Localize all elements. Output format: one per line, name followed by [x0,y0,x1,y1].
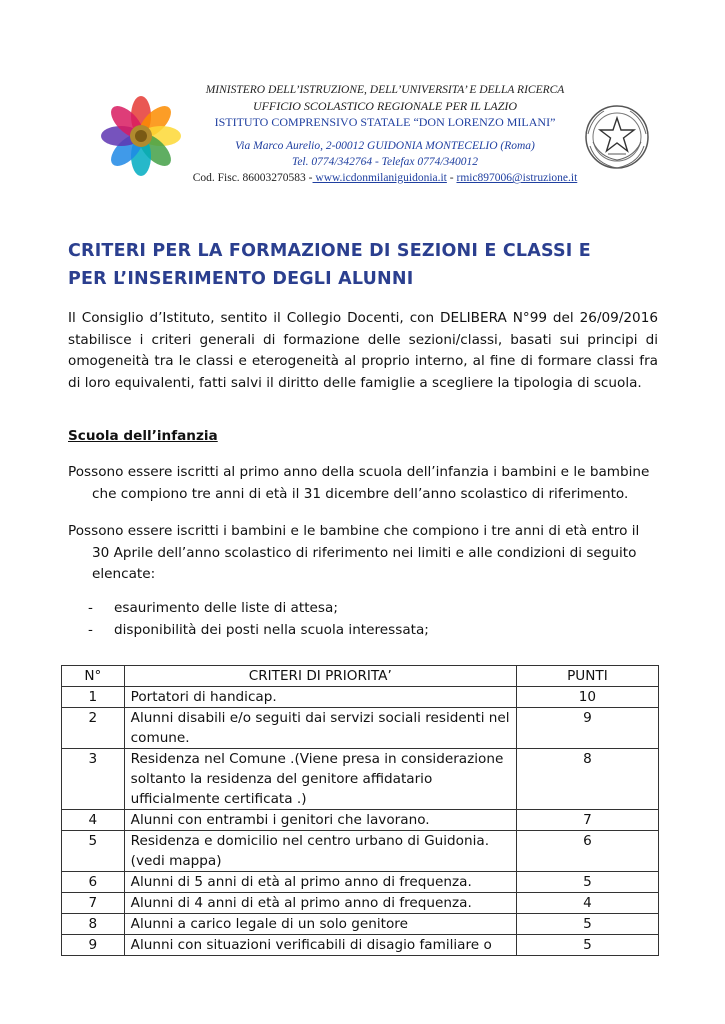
table-row [62,893,659,914]
header-email-link[interactable]: rmic897006@istruzione.it [456,172,578,184]
row-points: 8 [516,749,658,810]
table-header-row [62,666,659,687]
list-item [88,598,429,620]
table-row [62,914,659,935]
row-number: 8 [62,914,125,935]
row-number: 7 [62,893,125,914]
header-website-link[interactable]: www.icdonmilaniguidonia.it [312,172,447,184]
table-row [62,810,659,831]
title-line-1: CRITERI PER LA FORMAZIONE DI SEZIONI E CLASSI E [68,241,591,261]
enrollment-paragraph: Possono essere iscritti al primo anno della scuola dell’infanzia i bambini e le bambine che compiono tre anni di età il 31 dicembre dell’anno scolastico di riferimento. [68,464,650,502]
header-contacts [150,171,620,186]
document-title [68,237,668,293]
row-criteria: Alunni con situazioni verificabili di disagio familiare o [124,935,516,956]
header-number: N° [62,666,125,687]
row-criteria: Alunni di 4 anni di età al primo anno di frequenza. [124,893,516,914]
header-phone: Tel. 0774/342764 - Telefax 0774/340012 [291,156,479,168]
row-points: 5 [516,914,658,935]
letterhead [0,0,725,200]
table-row [62,708,659,749]
early-enrollment-paragraph: Possono essere iscritti i bambini e le bambine che compiono i tre anni di età entro il 30 Aprile dell’anno scolastico di riferimento nei limiti e alle condizioni di seguito elencate: [68,523,640,582]
row-points: 6 [516,831,658,872]
row-criteria: Portatori di handicap. [124,687,516,708]
priority-criteria-table [61,665,659,956]
list-item [88,620,429,642]
row-number: 2 [62,708,125,749]
header-regional-office: UFFICIO SCOLASTICO REGIONALE PER IL LAZIO [252,99,518,113]
row-points: 5 [516,935,658,956]
header-school-name: ISTITUTO COMPRENSIVO STATALE “DON LORENZO MILANI” [214,115,556,129]
table-row [62,749,659,810]
row-points: 4 [516,893,658,914]
row-number: 1 [62,687,125,708]
row-number: 3 [62,749,125,810]
table-row [62,831,659,872]
row-points: 9 [516,708,658,749]
row-criteria: Alunni a carico legale di un solo genitore [124,914,516,935]
table-row [62,872,659,893]
row-criteria: Alunni con entrambi i genitori che lavorano. [124,810,516,831]
header-ministry: MINISTERO DELL’ISTRUZIONE, DELL’UNIVERSITA’ E DELLA RICERCA [205,84,565,96]
row-criteria: Alunni disabili e/o seguiti dai servizi sociali residenti nel comune. [124,708,516,749]
table-row [62,687,659,708]
list-item-text: esaurimento delle liste di attesa; [114,600,338,616]
row-number: 4 [62,810,125,831]
title-line-2: PER L’INSERIMENTO DEGLI ALUNNI [68,269,414,289]
header-tax-code: Cod. Fisc. 86003270583 - [192,172,313,184]
list-bullet: - [88,621,93,638]
row-points: 10 [516,687,658,708]
row-number: 6 [62,872,125,893]
row-criteria: Residenza nel Comune .(Viene presa in considerazione soltanto la residenza del genitore affidatario ufficialmente certificata .) [124,749,516,810]
header-separator: - [446,172,457,184]
row-number: 5 [62,831,125,872]
row-points: 5 [516,872,658,893]
list-bullet: - [88,600,93,616]
header-address: Via Marco Aurelio, 2-00012 GUIDONIA MONTECELIO (Roma) [235,140,535,152]
italian-republic-emblem-icon [582,102,652,172]
section-heading-infanzia: Scuola dell’infanzia [68,428,218,444]
row-criteria: Residenza e domicilio nel centro urbano di Guidonia.(vedi mappa) [124,831,516,872]
intro-paragraph: Il Consiglio d’Istituto, sentito il Collegio Docenti, con DELIBERA N°99 del 26/09/2016 stabilisce i criteri generali di formazione delle sezioni/classi, basati sui principi di omogeneità tra le classi e eterogeneità al proprio interno, al fine di formare classi fra di loro equivalenti, fatti salvi il diritto delle famiglie a scegliere la tipologia di scuola. [68,310,658,391]
row-number: 9 [62,935,125,956]
conditions-list [88,598,429,641]
list-item-text: disponibilità dei posti nella scuola interessata; [114,621,429,638]
row-points: 7 [516,810,658,831]
row-criteria: Alunni di 5 anni di età al primo anno di frequenza. [124,872,516,893]
table-row [62,935,659,956]
header-criteria: CRITERI DI PRIORITA’ [124,666,516,687]
header-points: PUNTI [516,666,658,687]
